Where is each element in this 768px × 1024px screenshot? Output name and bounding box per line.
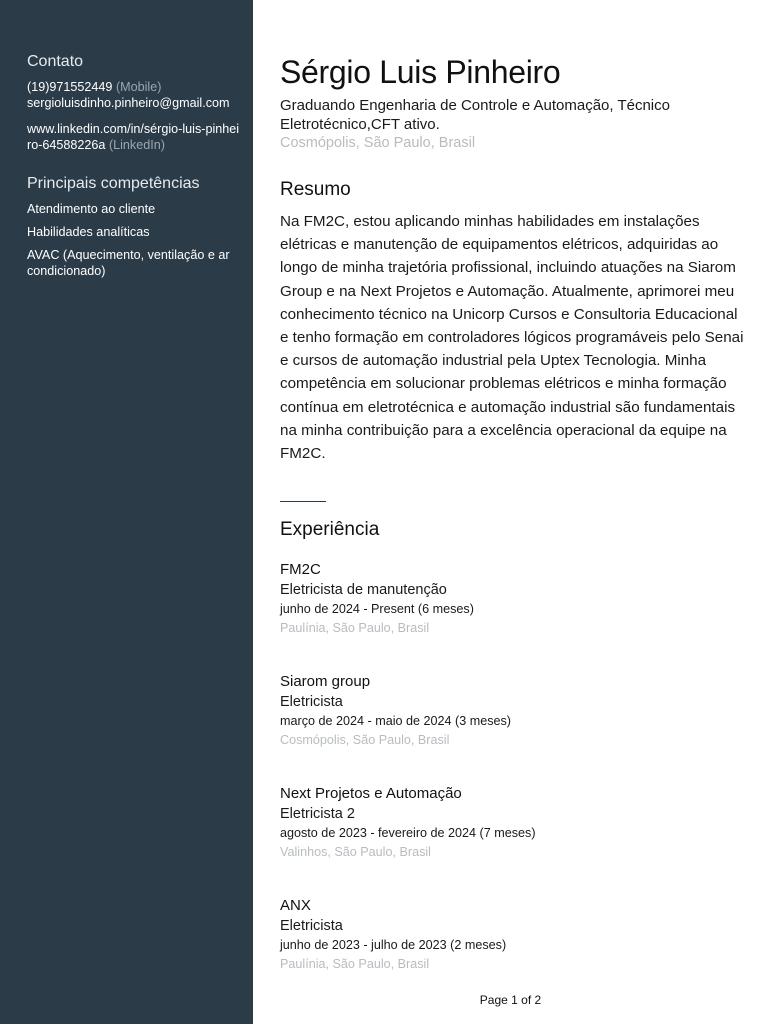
skill-item: Habilidades analíticas — [27, 225, 150, 239]
job-entry — [280, 560, 745, 638]
job-company: FM2C — [280, 561, 321, 579]
linkedin-label: (LinkedIn) — [108, 138, 165, 152]
experience-title: Experiência — [280, 519, 380, 541]
skills-heading: Principais competências — [27, 175, 200, 192]
page-number: Page 1 of 2 — [479, 993, 542, 1007]
phone — [27, 79, 241, 95]
summary-title: Resumo — [280, 179, 351, 200]
job-role: Eletricista — [280, 918, 343, 935]
profile-headline: Graduando Engenharia de Controle e Automação, Técnico Eletrotécnico,CFT ativo. — [280, 97, 670, 133]
job-dates: junho de 2024 - Present (6 meses) — [280, 602, 474, 617]
job-entry — [280, 672, 745, 750]
job-role: Eletricista — [280, 694, 343, 711]
job-location: Valinhos, São Paulo, Brasil — [280, 845, 431, 860]
job-role: Eletricista de manutenção — [280, 582, 447, 599]
job-location: Cosmópolis, São Paulo, Brasil — [280, 733, 450, 748]
job-location: Paulínia, São Paulo, Brasil — [280, 621, 430, 636]
summary-text: Na FM2C, estou aplicando minhas habilidades em instalações elétricas e manutenção de equipamentos elétricos, adquiridas ao longo de minha trajetória profissional, incluindo atuações na Siarom Group e na Next Projetos e Automação. Atualmente, aprimorei meu conhecimento técnico na Unicorp Cursos e Consultoria Educacional e tenho formação em controladores lógicos programáveis pelo Senai e cursos de automação industrial pela Uptex Tecnologia. Minha competência em solucionar problemas elétricos e minha formação contínua em eletrotécnica e automação industrial são fundamentais na minha contribuição para a excelência operacional da equipe na FM2C. — [280, 213, 744, 463]
sidebar — [0, 0, 253, 1024]
job-entry — [280, 784, 745, 862]
job-company: ANX — [280, 897, 311, 915]
skill-item: AVAC (Aquecimento, ventilação e ar condicionado) — [27, 248, 230, 278]
linkedin[interactable] — [27, 121, 241, 153]
profile-location: Cosmópolis, São Paulo, Brasil — [280, 135, 476, 151]
section-divider — [280, 501, 326, 502]
profile-name: Sérgio Luis Pinheiro — [280, 54, 561, 90]
job-dates: agosto de 2023 - fevereiro de 2024 (7 meses) — [280, 826, 536, 841]
job-company: Next Projetos e Automação — [280, 785, 462, 803]
main-content — [280, 52, 745, 1008]
job-entry — [280, 896, 745, 974]
email[interactable]: sergioluisdinho.pinheiro@gmail.com — [27, 96, 230, 110]
skill-item: Atendimento ao cliente — [27, 202, 156, 216]
phone-type: (Mobile) — [115, 80, 162, 94]
job-dates: junho de 2023 - julho de 2023 (2 meses) — [280, 938, 507, 953]
job-role: Eletricista 2 — [280, 806, 355, 823]
linkedin-url[interactable]: www.linkedin.com/in/sérgio-luis-pinheiro-64588226a — [27, 122, 240, 152]
phone-number: (19)971552449 — [27, 80, 113, 94]
job-dates: março de 2024 - maio de 2024 (3 meses) — [280, 714, 512, 729]
job-company: Siarom group — [280, 673, 371, 691]
job-location: Paulínia, São Paulo, Brasil — [280, 957, 430, 972]
contact-heading: Contato — [27, 53, 84, 70]
